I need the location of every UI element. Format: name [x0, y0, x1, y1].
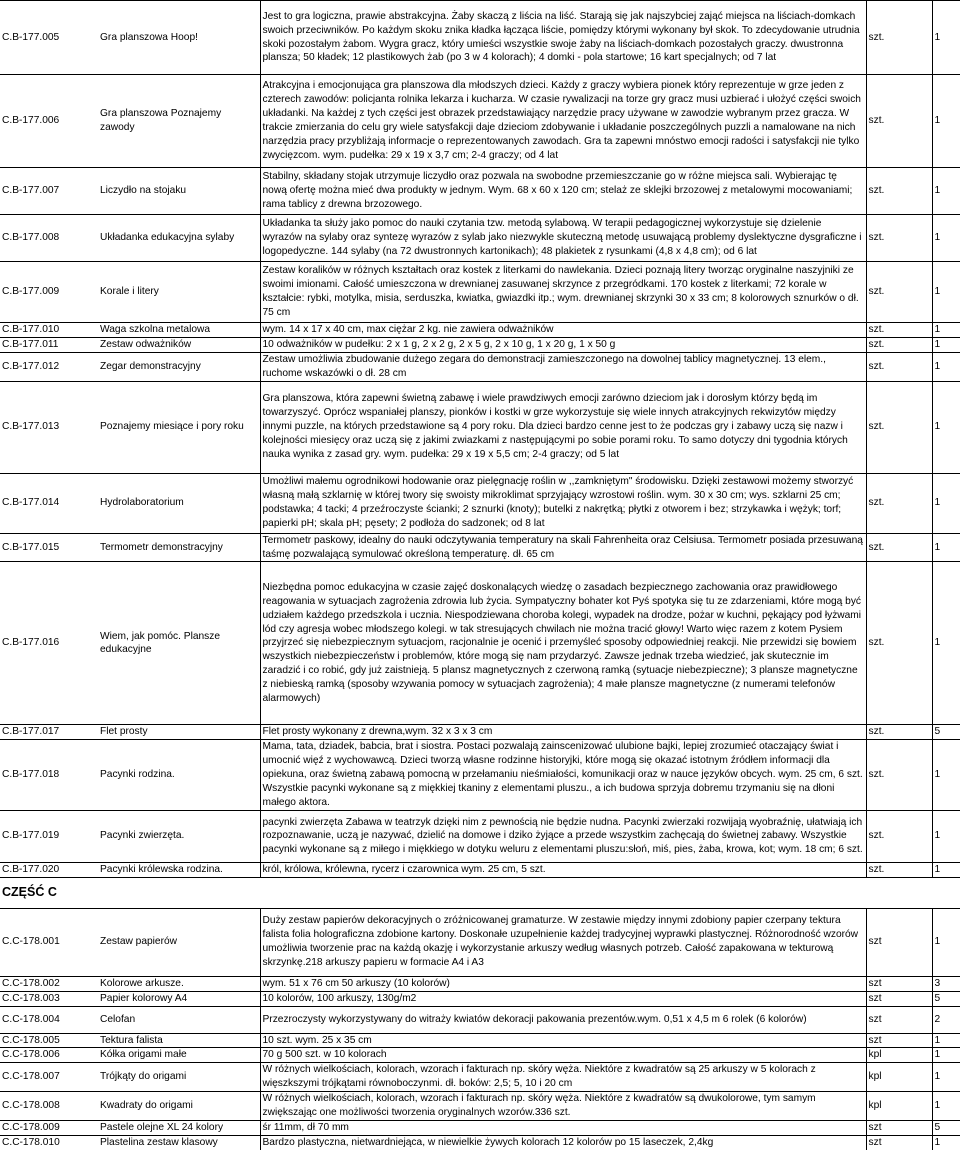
cell-code: C.B-177.011: [0, 337, 98, 352]
cell-unit: szt.: [866, 562, 932, 725]
cell-unit: szt: [866, 1033, 932, 1048]
section-c-rows: [0, 908, 960, 1150]
cell-code: C.C-178.003: [0, 991, 98, 1006]
cell-code: C.B-177.012: [0, 352, 98, 381]
cell-unit: szt: [866, 976, 932, 991]
table-row: [0, 1120, 960, 1135]
table-row: [0, 1033, 960, 1048]
cell-description: Zestaw koralików w różnych kształtach oraz kostek z literkami do nawlekania. Dzieci poznają litery tworząc oryginalne naszyjniki ze swoimi imionami. Całość umieszczona w drewnianej zasuwanej skrzynce z przegródkami. 170 kostek z literkami; 72 korale w kształcie: rybki, motylka, misia, serduszka, kwiatka, gwiazdki itp.; wym. drewnianej skrzynki 30 x 33 cm; 8 kolorowych sznurków o dł. 75 cm: [260, 262, 866, 323]
cell-name: Zestaw odważników: [98, 337, 260, 352]
table-row: [0, 1006, 960, 1033]
cell-name: Kwadraty do origami: [98, 1092, 260, 1121]
table-row: [0, 473, 960, 533]
cell-quantity: 3: [932, 976, 960, 991]
cell-description: 10 szt. wym. 25 x 35 cm: [260, 1033, 866, 1048]
cell-unit: kpl: [866, 1092, 932, 1121]
cell-name: Pastele olejne XL 24 kolory: [98, 1120, 260, 1135]
table-row: [0, 1048, 960, 1063]
cell-quantity: 1: [932, 862, 960, 877]
cell-code: C.B-177.014: [0, 473, 98, 533]
cell-quantity: 5: [932, 991, 960, 1006]
table-row: [0, 533, 960, 562]
cell-description: Stabilny, składany stojak utrzymuje liczydło oraz pozwala na swobodne przemieszczanie go w różne miejsca sali. Wybierając tę nową ofertę można mieć dwa produkty w jednym. Wym. 68 x 60 x 120 cm; stelaż ze sklejki brzozowej z metalowymi mocowaniami; rama tablicy z drewna brzozowego.: [260, 168, 866, 215]
table-row: [0, 1063, 960, 1092]
cell-name: Plastelina zestaw klasowy: [98, 1135, 260, 1149]
cell-quantity: 1: [932, 337, 960, 352]
cell-unit: szt.: [866, 168, 932, 215]
cell-description: wym. 51 x 76 cm 50 arkuszy (10 kolorów): [260, 976, 866, 991]
cell-code: C.B-177.016: [0, 562, 98, 725]
table-row: [0, 740, 960, 811]
cell-quantity: 1: [932, 1048, 960, 1063]
cell-code: C.B-177.017: [0, 725, 98, 740]
cell-quantity: 1: [932, 215, 960, 262]
cell-name: Kółka origami małe: [98, 1048, 260, 1063]
cell-quantity: 1: [932, 473, 960, 533]
cell-quantity: 1: [932, 562, 960, 725]
cell-quantity: 1: [932, 1, 960, 75]
cell-name: Wiem, jak pomóc. Plansze edukacyjne: [98, 562, 260, 725]
cell-name: Kolorowe arkusze.: [98, 976, 260, 991]
cell-unit: szt.: [866, 323, 932, 338]
cell-quantity: 1: [932, 352, 960, 381]
cell-unit: szt: [866, 908, 932, 976]
section-title: CZĘŚĆ C: [0, 877, 960, 908]
table-row: [0, 262, 960, 323]
cell-code: C.C-178.007: [0, 1063, 98, 1092]
table-row: [0, 323, 960, 338]
table-row: [0, 862, 960, 877]
cell-description: Zestaw umożliwia zbudowanie dużego zegara do demonstracji zamieszczonego na dowolnej tablicy magnetycznej. 13 elem., ruchome wskazówki o dł. 28 cm: [260, 352, 866, 381]
cell-description: W różnych wielkościach, kolorach, wzorach i fakturach np. skóry węża. Niektóre z kwadratów są dwukolorowe, tym samym zwiększając one możliwości tworzenia oryginalnych wzorów.336 szt.: [260, 1092, 866, 1121]
cell-description: król, królowa, królewna, rycerz i czarownica wym. 25 cm, 5 szt.: [260, 862, 866, 877]
cell-unit: szt: [866, 1135, 932, 1149]
cell-description: śr 11mm, dł 70 mm: [260, 1120, 866, 1135]
cell-unit: szt.: [866, 352, 932, 381]
cell-name: Gra planszowa Hoop!: [98, 1, 260, 75]
cell-description: Bardzo plastyczna, nietwardniejąca, w niewielkie żywych kolorach 12 kolorów po 15 laseczek, 2,4kg: [260, 1135, 866, 1149]
table-row: [0, 1092, 960, 1121]
cell-code: C.B-177.020: [0, 862, 98, 877]
cell-unit: szt.: [866, 1, 932, 75]
cell-unit: szt.: [866, 533, 932, 562]
cell-quantity: 1: [932, 168, 960, 215]
table-row: [0, 725, 960, 740]
table-row: [0, 1135, 960, 1149]
cell-name: Zegar demonstracyjny: [98, 352, 260, 381]
cell-code: C.B-177.018: [0, 740, 98, 811]
cell-quantity: 1: [932, 1033, 960, 1048]
cell-name: Liczydło na stojaku: [98, 168, 260, 215]
cell-description: Jest to gra logiczna, prawie abstrakcyjna. Żaby skaczą z liścia na liść. Starają się jak najszybciej zająć miejsca na liściach-domkach swoich przeciwników. Po każdym skoku znika kładka łącząca liście, pomiędzy którymi wykonany był skok. To zdecydowanie utrudnia skoki pozostałym żabom. Wygra gracz, który umieści wszystkie swoje żaby na liściach-domkach pozostałych graczy. dwustronna plansza; 50 kładek; 12 plastikowych żab (po 3 w 4 kolorach); 4 domki - pola startowe; 16 kart specjalnych; od 7 lat: [260, 1, 866, 75]
cell-name: Tektura falista: [98, 1033, 260, 1048]
section-c-header: [0, 877, 960, 908]
table-row: [0, 381, 960, 473]
cell-unit: szt.: [866, 725, 932, 740]
cell-unit: szt: [866, 1120, 932, 1135]
cell-name: Celofan: [98, 1006, 260, 1033]
cell-code: C.C-178.004: [0, 1006, 98, 1033]
cell-description: Termometr paskowy, idealny do nauki odczytywania temperatury na skali Fahrenheita oraz Celsiusa. Termometr posiada przesuwaną taśmę pozwalającą symulować określoną temperaturę. dł. 65 cm: [260, 533, 866, 562]
cell-name: Pacynki rodzina.: [98, 740, 260, 811]
table-row: [0, 352, 960, 381]
cell-quantity: 5: [932, 1120, 960, 1135]
cell-description: Umożliwi małemu ogrodnikowi hodowanie oraz pielęgnację roślin w ,,zamkniętym" środowisku. Dzięki zestawowi możemy stworzyć własną małą szklarnię w której twory się swoisty mikroklimat sprzyjający wzrostowi roślin. wym. 30 x 30 cm; wys. szklarni 25 cm; podstawka; 4 tacki; 4 przeźroczyste ścianki; 2 sznurki (knoty); butelki z nakrętką; płytki z otworem i bez; strzykawka i wężyk; torf; papierki pH; skala pH; pęsety; 2 podłoża do sadzonek; od 8 lat: [260, 473, 866, 533]
table-row: [0, 908, 960, 976]
cell-quantity: 1: [932, 75, 960, 168]
cell-description: W różnych wielkościach, kolorach, wzorach i fakturach np. skóry węża. Niektóre z kwadratów są 25 arkuszy w 5 kolorach z więszkszymi trójkątami równoboczynmi. dł. boków: 2,5; 5, 10 i 20 cm: [260, 1063, 866, 1092]
cell-unit: szt.: [866, 810, 932, 862]
cell-code: C.C-178.005: [0, 1033, 98, 1048]
cell-quantity: 1: [932, 1063, 960, 1092]
cell-quantity: 1: [932, 810, 960, 862]
cell-name: Termometr demonstracyjny: [98, 533, 260, 562]
cell-name: Gra planszowa Poznajemy zawody: [98, 75, 260, 168]
cell-description: wym. 14 x 17 x 40 cm, max ciężar 2 kg. nie zawiera odważników: [260, 323, 866, 338]
cell-code: C.C-178.010: [0, 1135, 98, 1149]
cell-description: pacynki zwierzęta Zabawa w teatrzyk dzięki nim z pewnością nie będzie nudna. Pacynki zwierzaki rozwijają wyobraźnię, ułatwiają ich rozpoznawanie, uczą je nazywać, dzielić na domowe i dziko żyjące a przede wszystkim zachęcają do świetnej zabawy. Wszystkie pacynki wykonane są z miłego i miękkiego w dotyku weluru z elementami pluszu:słoń, miś, pies, żaba, krowa, kot; wym. 18 cm; 6 szt.: [260, 810, 866, 862]
cell-description: Gra planszowa, która zapewni świetną zabawę i wiele prawdziwych emocji zarówno dzieciom jak i dorosłym którzy będą im towarzyszyć. Oprócz wspaniałej planszy, pionków i kostki w grze wykorzystuje się wiele innych atrakcyjnych rekwizytów między innymi puzzle, na których przedstawione są 4 pory roku. Dla dzieci bardzo cenne jest to że podczas gry i zabawy uczą się nazw i kolejności miesięcy oraz uczą się z jakimi zwiazkami z następującymi po sobie porami roku. To samo dotyczy dni tygodnia których nauka wynika z zasad gry. wym. pudełka: 29 x 19 x 5,5 cm; 2-4 graczy; od 5 lat: [260, 381, 866, 473]
cell-name: Zestaw papierów: [98, 908, 260, 976]
cell-unit: szt.: [866, 215, 932, 262]
cell-unit: szt.: [866, 740, 932, 811]
cell-unit: szt.: [866, 473, 932, 533]
cell-unit: szt: [866, 991, 932, 1006]
cell-quantity: 1: [932, 1135, 960, 1149]
cell-quantity: 1: [932, 740, 960, 811]
cell-unit: szt.: [866, 262, 932, 323]
cell-unit: kpl: [866, 1048, 932, 1063]
table-row: [0, 562, 960, 725]
cell-description: Mama, tata, dziadek, babcia, brat i siostra. Postaci pozwalają zainscenizować ulubione bajki, lepiej zrozumieć otaczający świat i umocnić więź z wychowawcą. Dzieci tworzą własne rodzinne historyjki, które mogą się okazać istotnym źródłem informacji dla opiekuna, oraz świetną zabawą pomocną w przełamaniu nieśmiałości, komunikacji oraz w nauce języków obcych. wym. 25 cm, 6 szt. Wszystkie pacynki wykonane są z miękkiej tkaniny z elementami pluszu., a ich budowa sprzyja dobremu trzymaniu się na dłoni małego aktora.: [260, 740, 866, 811]
table-row: [0, 1, 960, 75]
cell-name: Układanka edukacyjna sylaby: [98, 215, 260, 262]
cell-description: Duży zestaw papierów dekoracyjnych o zróżnicowanej gramaturze. W zestawie między innymi zdobiony papier czerpany tektura falista folia holograficzna zdobione kartony. Doskonałe uzupełnienie każdej tradycyjnej wyprawki plastycznej. Różnorodność wzorów umożliwia tworzenie prac na każdą okazję i wykorzystanie arkuszy według własnych potrzeb. Całość zapakowana w tekturową skrzynkę.218 arkuszy papieru w formacie A4 i A3: [260, 908, 866, 976]
cell-code: C.C-178.009: [0, 1120, 98, 1135]
cell-description: Atrakcyjna i emocjonująca gra planszowa dla młodszych dzieci. Każdy z graczy wybiera pionek który reprezentuje w grze jeden z czterech zawodów: policjanta rolnika lekarza i kucharza. W czasie rywalizacji na torze gry gracz musi uzbierać i ułożyć części swoich układanki. Na każdej z tych części jest obrazek przedstawiający narzędzie pracy używane w zawodzie wybranym przez gracza. W trakcie zmierzania do celu gry wiele satysfakcji daje dzieciom zdobywanie i układanie poszczególnych puzzli a namalowane na nich narzędzia pracy przybliżają informacje o reprezentowanych zawodach. Gra ta zapewni mnóstwo emocji radości i satysfakcji nie tylko zwycięzcom. wym. pudełka: 29 x 19 x 3,7 cm; 2-4 graczy; od 4 lat: [260, 75, 866, 168]
cell-description: 70 g 500 szt. w 10 kolorach: [260, 1048, 866, 1063]
cell-name: Waga szkolna metalowa: [98, 323, 260, 338]
cell-name: Papier kolorowy A4: [98, 991, 260, 1006]
cell-code: C.B-177.008: [0, 215, 98, 262]
cell-unit: szt.: [866, 75, 932, 168]
cell-code: C.B-177.015: [0, 533, 98, 562]
cell-quantity: 2: [932, 1006, 960, 1033]
cell-name: Pacynki królewska rodzina.: [98, 862, 260, 877]
cell-quantity: 1: [932, 908, 960, 976]
cell-code: C.B-177.010: [0, 323, 98, 338]
table-row: [0, 168, 960, 215]
cell-name: Poznajemy miesiące i pory roku: [98, 381, 260, 473]
cell-unit: kpl: [866, 1063, 932, 1092]
cell-description: Niezbędna pomoc edukacyjna w czasie zajęć doskonalących wiedzę o zasadach bezpiecznego zachowania oraz prawidłowego reagowania w sytuacjach zagrożenia zdrowia lub życia. Sympatyczny bohater kot Pyś spotyka się tu ze zdarzeniami, które mogą być udziałem każdego przedszkola i ucznia. Niespodziewana choroba kolegi, wypadek na drodze, pożar w kuchni, pękający pod łyżwami lód czy agresja wobec młodszego kolegi. w tak stresujących chwilach nie można tracić głowy! Warto więc razem z kotem Pysiem przyjrzeć się niebezpiecznym sytuacjom, racjonalnie je ocenić i przemyśleć sposoby odpowiedniej reakcji. Nie przewidzi się bowiem wszystkich niebezpieczeństw i problemów, które mogą się nam przydarzyć. Zawsze jednak trzeba wiedzieć, jak skutecznie im zaradzić i co robić, gdy już zaistnieją. 5 plansz magnetycznych z czerwoną ramką (sytuacje niebezpieczne); 3 plansze magnetyczne z niebieską ramką (sposoby wzywania pomocy w sytuacjach zagrożenia); 4 małe plansze magnetyczne (z numerami telefonów alarmowych): [260, 562, 866, 725]
cell-quantity: 1: [932, 262, 960, 323]
cell-name: Hydrolaboratorium: [98, 473, 260, 533]
cell-code: C.B-177.019: [0, 810, 98, 862]
table-row: [0, 991, 960, 1006]
table-row: [0, 75, 960, 168]
table-row: [0, 976, 960, 991]
cell-quantity: 5: [932, 725, 960, 740]
cell-code: C.B-177.013: [0, 381, 98, 473]
cell-unit: szt.: [866, 381, 932, 473]
cell-code: C.B-177.007: [0, 168, 98, 215]
cell-quantity: 1: [932, 1092, 960, 1121]
table-row: [0, 337, 960, 352]
table-row: [0, 810, 960, 862]
cell-code: C.B-177.009: [0, 262, 98, 323]
cell-code: C.C-178.001: [0, 908, 98, 976]
cell-name: Pacynki zwierzęta.: [98, 810, 260, 862]
cell-name: Trójkąty do origami: [98, 1063, 260, 1092]
cell-unit: szt.: [866, 862, 932, 877]
cell-quantity: 1: [932, 323, 960, 338]
cell-description: Przezroczysty wykorzystywany do witraży kwiatów dekoracji pakowania prezentów.wym. 0,51 x 4,5 m 6 rolek (6 kolorów): [260, 1006, 866, 1033]
cell-quantity: 1: [932, 533, 960, 562]
cell-code: C.C-178.008: [0, 1092, 98, 1121]
cell-name: Korale i litery: [98, 262, 260, 323]
cell-unit: szt.: [866, 337, 932, 352]
cell-description: Układanka ta służy jako pomoc do nauki czytania tzw. metodą sylabową. W terapii pedagogicznej wykorzystuje się dzielenie wyrazów na sylaby oraz syntezę wyrazów z sylab jako niezwykle skuteczną metodę usuwającą problemy dyslektyczne dysgraficzne i logopedyczne. 144 sylaby (na 72 dwustronnych kartonikach); 48 plakietek z rysunkami (4,8 x 4,8 cm); od 6 lat: [260, 215, 866, 262]
cell-code: C.B-177.005: [0, 1, 98, 75]
cell-code: C.C-178.002: [0, 976, 98, 991]
cell-quantity: 1: [932, 381, 960, 473]
cell-unit: szt: [866, 1006, 932, 1033]
table-row: [0, 215, 960, 262]
cell-code: C.C-178.006: [0, 1048, 98, 1063]
cell-code: C.B-177.006: [0, 75, 98, 168]
cell-description: 10 kolorów, 100 arkuszy, 130g/m2: [260, 991, 866, 1006]
cell-name: Flet prosty: [98, 725, 260, 740]
cell-description: Flet prosty wykonany z drewna,wym. 32 x 3 x 3 cm: [260, 725, 866, 740]
cell-description: 10 odważników w pudełku: 2 x 1 g, 2 x 2 g, 2 x 5 g, 2 x 10 g, 1 x 20 g, 1 x 50 g: [260, 337, 866, 352]
section-b-rows: [0, 1, 960, 878]
